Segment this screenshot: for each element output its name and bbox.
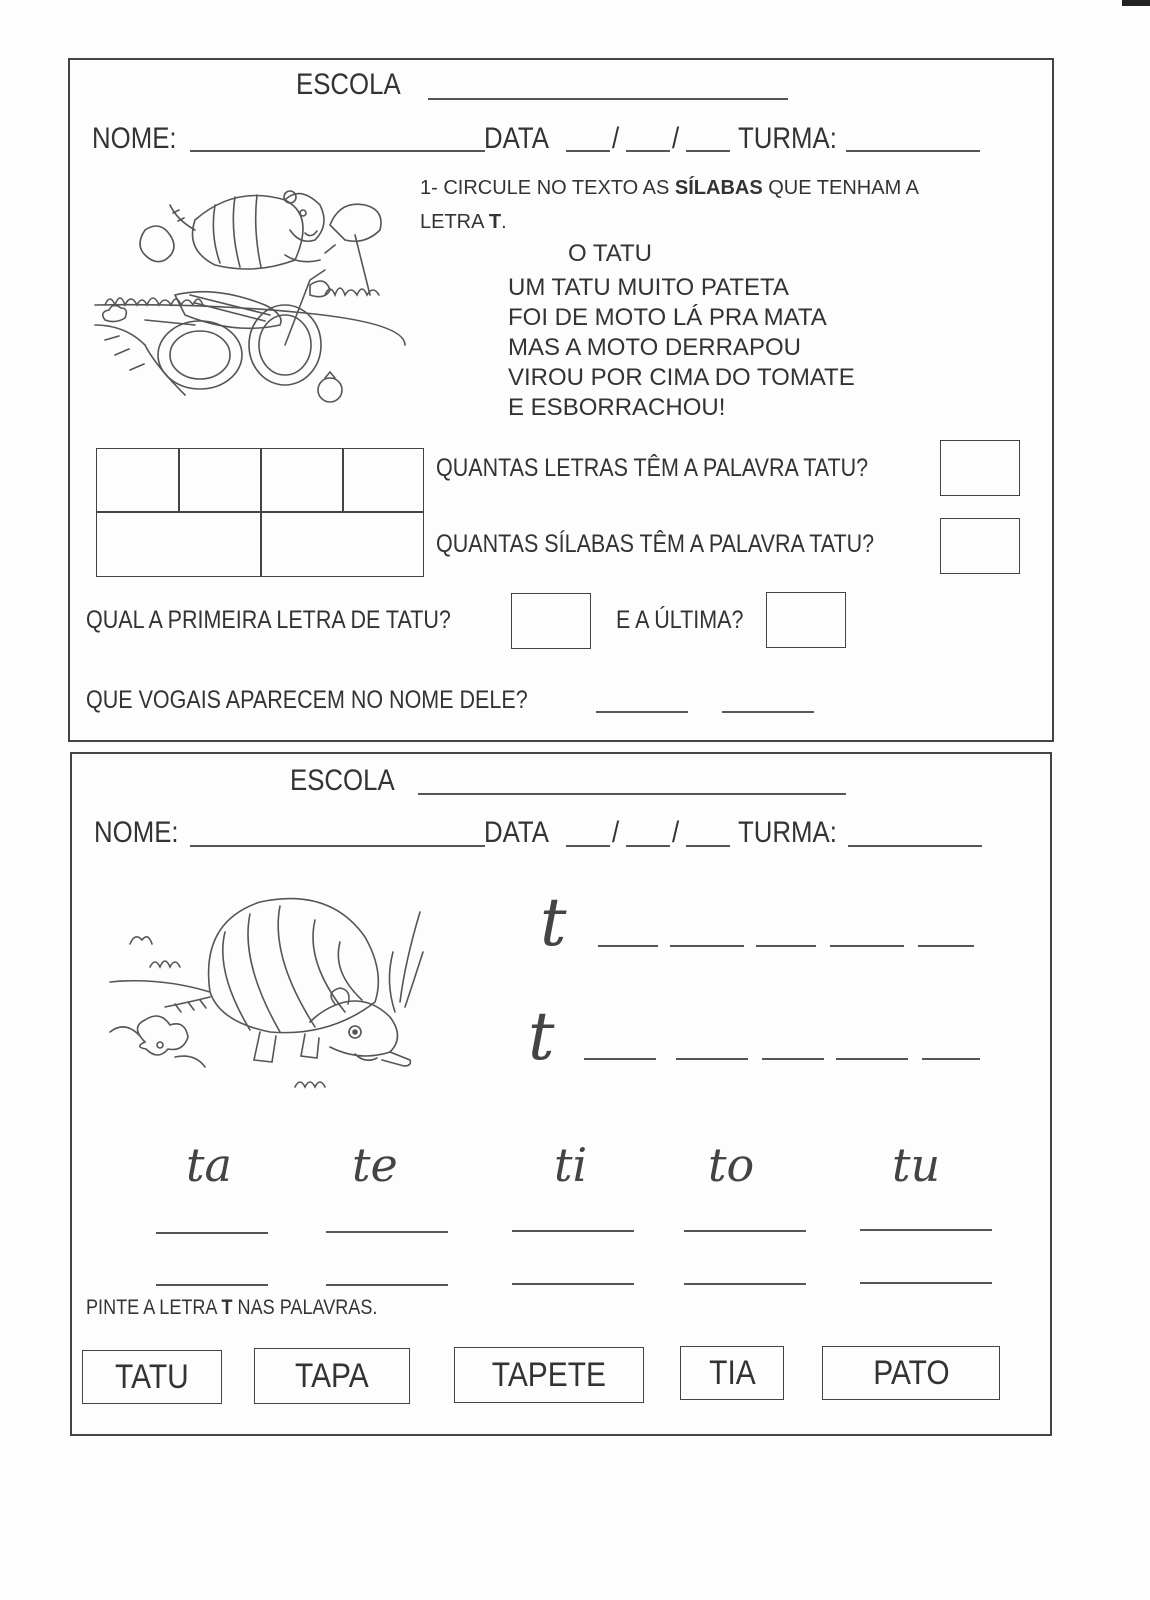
date-separator: / bbox=[672, 816, 680, 849]
syllable-writing-line[interactable] bbox=[860, 1282, 992, 1284]
class-field[interactable] bbox=[846, 150, 980, 152]
date-year-field[interactable] bbox=[686, 845, 730, 847]
poem-title: O TATU bbox=[568, 240, 652, 267]
syllable-writing-line[interactable] bbox=[326, 1284, 448, 1286]
school-label: ESCOLA bbox=[290, 764, 395, 797]
vowel-answer-field[interactable] bbox=[722, 711, 814, 713]
name-field[interactable] bbox=[190, 845, 485, 847]
date-day-field[interactable] bbox=[566, 150, 610, 152]
word-box-tatu[interactable]: TATU bbox=[82, 1350, 222, 1404]
tracing-line[interactable] bbox=[756, 945, 816, 947]
poem-line: FOI DE MOTO LÁ PRA MATA bbox=[508, 304, 827, 331]
letter-cell[interactable] bbox=[342, 448, 424, 513]
letter-cell[interactable] bbox=[178, 448, 262, 513]
armadillo-motorcycle-illustration bbox=[85, 175, 415, 415]
date-separator: / bbox=[672, 122, 680, 155]
instruction-circle-syllables-line2: LETRA T. bbox=[420, 211, 507, 233]
vowel-answer-field[interactable] bbox=[596, 711, 688, 713]
syllable-to: to bbox=[708, 1138, 755, 1192]
question-first-letter: QUAL A PRIMEIRA LETRA DE TATU? bbox=[86, 606, 451, 634]
tracing-line[interactable] bbox=[598, 945, 658, 947]
school-field[interactable] bbox=[428, 98, 788, 100]
syllable-cell[interactable] bbox=[260, 511, 424, 577]
tracing-line[interactable] bbox=[762, 1058, 824, 1060]
date-day-field[interactable] bbox=[566, 845, 610, 847]
syllable-writing-line[interactable] bbox=[684, 1230, 806, 1232]
class-label: TURMA: bbox=[738, 816, 837, 849]
instruction-circle-syllables: 1- CIRCULE NO TEXTO AS SÍLABAS QUE TENHAM A bbox=[420, 177, 920, 199]
tracing-line[interactable] bbox=[922, 1058, 980, 1060]
syllable-writing-line[interactable] bbox=[684, 1283, 806, 1285]
word-box-tapete[interactable]: TAPETE bbox=[454, 1347, 644, 1403]
tracing-line[interactable] bbox=[836, 1058, 908, 1060]
tracing-line[interactable] bbox=[676, 1058, 748, 1060]
syllable-writing-line[interactable] bbox=[512, 1230, 634, 1232]
date-label: DATA bbox=[484, 122, 549, 155]
question-syllable-count: QUANTAS SÍLABAS TÊM A PALAVRA TATU? bbox=[436, 530, 875, 558]
first-letter-answer-box[interactable] bbox=[511, 593, 591, 649]
syllable-tu: tu bbox=[892, 1138, 941, 1192]
date-month-field[interactable] bbox=[626, 150, 670, 152]
date-separator: / bbox=[612, 122, 620, 155]
word-box-tia[interactable]: TIA bbox=[680, 1346, 784, 1400]
question-vowels: QUE VOGAIS APARECEM NO NOME DELE? bbox=[86, 686, 528, 714]
syllable-cell[interactable] bbox=[96, 511, 262, 577]
tracing-line[interactable] bbox=[670, 945, 744, 947]
name-label: NOME: bbox=[94, 816, 179, 849]
date-year-field[interactable] bbox=[686, 150, 730, 152]
letter-count-answer-box[interactable] bbox=[940, 440, 1020, 496]
poem-line: UM TATU MUITO PATETA bbox=[508, 274, 789, 301]
word-box-tapa[interactable]: TAPA bbox=[254, 1348, 410, 1404]
syllable-writing-line[interactable] bbox=[860, 1229, 992, 1231]
syllable-ta: ta bbox=[186, 1138, 232, 1192]
date-separator: / bbox=[612, 816, 620, 849]
poem-line: VIROU POR CIMA DO TOMATE bbox=[508, 364, 855, 391]
letter-cell[interactable] bbox=[260, 448, 344, 513]
letter-cell[interactable] bbox=[96, 448, 180, 513]
armadillo-walking-illustration bbox=[100, 882, 440, 1097]
date-month-field[interactable] bbox=[626, 845, 670, 847]
question-letter-count: QUANTAS LETRAS TÊM A PALAVRA TATU? bbox=[436, 454, 869, 482]
syllable-writing-line[interactable] bbox=[326, 1231, 448, 1233]
question-last-letter: E A ÚLTIMA? bbox=[616, 606, 744, 634]
tracing-letter: t bbox=[540, 884, 567, 961]
instruction-paint-letter: PINTE A LETRA T NAS PALAVRAS. bbox=[86, 1296, 378, 1319]
instruction-bold: SÍLABAS bbox=[674, 177, 763, 199]
school-label: ESCOLA bbox=[296, 68, 401, 101]
tracing-letter: t bbox=[528, 998, 555, 1075]
syllable-count-answer-box[interactable] bbox=[940, 518, 1020, 574]
word-box-pato[interactable]: PATO bbox=[822, 1346, 1000, 1400]
class-field[interactable] bbox=[848, 845, 982, 847]
poem-line: MAS A MOTO DERRAPOU bbox=[508, 334, 801, 361]
syllable-te: te bbox=[352, 1138, 398, 1192]
tracing-line[interactable] bbox=[830, 945, 904, 947]
syllable-writing-line[interactable] bbox=[156, 1284, 268, 1286]
tracing-line[interactable] bbox=[918, 945, 974, 947]
tracing-line[interactable] bbox=[584, 1058, 656, 1060]
scan-edge-mark bbox=[1122, 0, 1150, 6]
syllable-writing-line[interactable] bbox=[512, 1283, 634, 1285]
syllable-ti: ti bbox=[554, 1138, 588, 1192]
poem-line: E ESBORRACHOU! bbox=[508, 394, 726, 421]
class-label: TURMA: bbox=[738, 122, 837, 155]
date-label: DATA bbox=[484, 816, 549, 849]
name-label: NOME: bbox=[92, 122, 177, 155]
last-letter-answer-box[interactable] bbox=[766, 592, 846, 648]
name-field[interactable] bbox=[190, 150, 485, 152]
school-field[interactable] bbox=[418, 793, 846, 795]
syllable-writing-line[interactable] bbox=[156, 1232, 268, 1234]
